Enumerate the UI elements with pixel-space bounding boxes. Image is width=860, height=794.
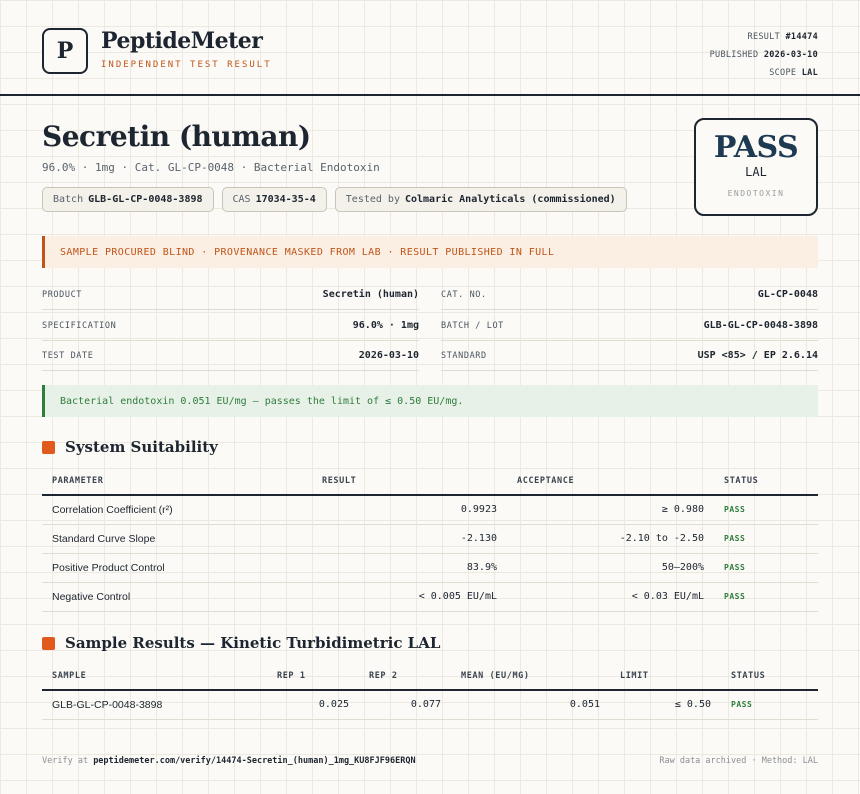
- samples-title: Sample Results — Kinetic Turbidimetric LAL: [65, 634, 441, 652]
- limit-cell: ≤ 0.50: [610, 690, 721, 719]
- chip-label: Batch: [53, 194, 84, 205]
- parameter-cell: Negative Control: [42, 582, 312, 611]
- result-cell: 0.9923: [312, 495, 507, 524]
- info-label: STANDARD: [441, 350, 487, 361]
- suitability-title: System Suitability: [65, 438, 218, 456]
- meta-published: [710, 46, 818, 64]
- result-cell: -2.130: [312, 524, 507, 553]
- info-value: GL-CP-0048: [757, 289, 818, 300]
- info-value: USP <85> / EP 2.6.14: [697, 350, 818, 361]
- cas-chip: [222, 187, 327, 212]
- info-label: CAT. NO.: [441, 289, 487, 300]
- logo-letter: P: [56, 38, 74, 64]
- column-header: STATUS: [714, 467, 818, 495]
- acceptance-cell: 50–200%: [507, 553, 714, 582]
- status-badge: PASS: [714, 582, 818, 611]
- info-row: [441, 311, 818, 341]
- table-row: [42, 495, 818, 524]
- column-header: REP 1: [267, 662, 359, 690]
- status-badge: PASS: [714, 495, 818, 524]
- pass-summary-banner: Bacterial endotoxin 0.051 EU/mg — passes the limit of ≤ 0.50 EU/mg.: [42, 385, 818, 417]
- chip-label: Tested by: [345, 194, 400, 205]
- meta-scope-value: LAL: [801, 68, 818, 78]
- info-label: SPECIFICATION: [42, 320, 117, 331]
- table-header-row: [42, 467, 818, 495]
- column-header: RESULT: [312, 467, 507, 495]
- table-row: [42, 582, 818, 611]
- table-row: [42, 690, 818, 719]
- rep1-cell: 0.025: [267, 690, 359, 719]
- brand-tagline: INDEPENDENT TEST RESULT: [101, 60, 272, 70]
- chip-value: Colmaric Analyticals (commissioned): [404, 194, 616, 205]
- info-label: TEST DATE: [42, 350, 94, 361]
- result-cell: < 0.005 EU/mL: [312, 582, 507, 611]
- acceptance-cell: ≥ 0.980: [507, 495, 714, 524]
- table-row: [42, 553, 818, 582]
- verdict-method: LAL: [745, 165, 767, 179]
- brand-name: PeptideMeter: [101, 28, 263, 54]
- logo: [42, 28, 88, 74]
- table-header-row: [42, 662, 818, 690]
- suitability-heading: [42, 438, 218, 456]
- meta-published-value: 2026-03-10: [763, 50, 818, 60]
- result-meta: [710, 28, 818, 82]
- samples-table: [42, 662, 818, 720]
- verdict-text: PASS: [713, 130, 799, 165]
- info-row: [42, 280, 419, 310]
- column-header: LIMIT: [610, 662, 721, 690]
- chip-value: 17034-35-4: [255, 194, 316, 205]
- section-marker-icon: [42, 441, 55, 454]
- samples-heading: [42, 634, 440, 652]
- sample-cell: GLB-GL-CP-0048-3898: [42, 690, 267, 719]
- info-value: 96.0% · 1mg: [352, 320, 419, 331]
- acceptance-cell: < 0.03 EU/mL: [507, 582, 714, 611]
- page-title: Secretin (human): [42, 120, 311, 153]
- batch-chip: [42, 187, 214, 212]
- info-row: [441, 280, 818, 310]
- column-header: ACCEPTANCE: [507, 467, 714, 495]
- verdict-category: ENDOTOXIN: [727, 189, 785, 198]
- parameter-cell: Correlation Coefficient (r²): [42, 495, 312, 524]
- meta-result-label: RESULT: [747, 32, 781, 42]
- parameter-cell: Positive Product Control: [42, 553, 312, 582]
- verify-footer: [42, 756, 416, 766]
- info-label: BATCH / LOT: [441, 320, 504, 331]
- rep2-cell: 0.077: [359, 690, 451, 719]
- column-header: SAMPLE: [42, 662, 267, 690]
- meta-scope: [710, 64, 818, 82]
- column-header: MEAN (EU/MG): [451, 662, 610, 690]
- result-cell: 83.9%: [312, 553, 507, 582]
- status-badge: PASS: [721, 690, 818, 719]
- info-value: 2026-03-10: [358, 350, 419, 361]
- info-row: [441, 341, 818, 371]
- acceptance-cell: -2.10 to -2.50: [507, 524, 714, 553]
- status-badge: PASS: [714, 524, 818, 553]
- meta-scope-label: SCOPE: [769, 68, 797, 78]
- suitability-table: [42, 467, 818, 612]
- header: [0, 0, 860, 96]
- meta-published-label: PUBLISHED: [709, 50, 759, 60]
- info-row: [42, 311, 419, 341]
- verdict-stamp: [694, 118, 818, 216]
- page-subtitle: 96.0% · 1mg · Cat. GL-CP-0048 · Bacterial Endotoxin: [42, 161, 380, 174]
- column-header: PARAMETER: [42, 467, 312, 495]
- info-value: GLB-GL-CP-0048-3898: [703, 320, 818, 331]
- info-row: [42, 341, 419, 371]
- blind-notice: SAMPLE PROCURED BLIND · PROVENANCE MASKED FROM LAB · RESULT PUBLISHED IN FULL: [42, 236, 818, 268]
- column-header: REP 2: [359, 662, 451, 690]
- meta-result-value: #14474: [785, 32, 818, 42]
- table-row: [42, 524, 818, 553]
- verify-prefix: Verify at: [42, 756, 89, 766]
- chip-label: CAS: [232, 194, 251, 205]
- status-badge: PASS: [714, 553, 818, 582]
- info-label: PRODUCT: [42, 289, 83, 300]
- column-header: STATUS: [721, 662, 818, 690]
- info-value: Secretin (human): [322, 289, 419, 300]
- mean-cell: 0.051: [451, 690, 610, 719]
- meta-result: [710, 28, 818, 46]
- parameter-cell: Standard Curve Slope: [42, 524, 312, 553]
- chip-value: GLB-GL-CP-0048-3898: [88, 194, 203, 205]
- footer-note: Raw data archived · Method: LAL: [659, 756, 818, 766]
- chip-row: [42, 187, 627, 212]
- tested-by-chip: [335, 187, 627, 212]
- section-marker-icon: [42, 637, 55, 650]
- verify-link[interactable]: peptidemeter.com/verify/14474-Secretin_(human)_1mg_KU8FJF96ERQN: [93, 756, 416, 766]
